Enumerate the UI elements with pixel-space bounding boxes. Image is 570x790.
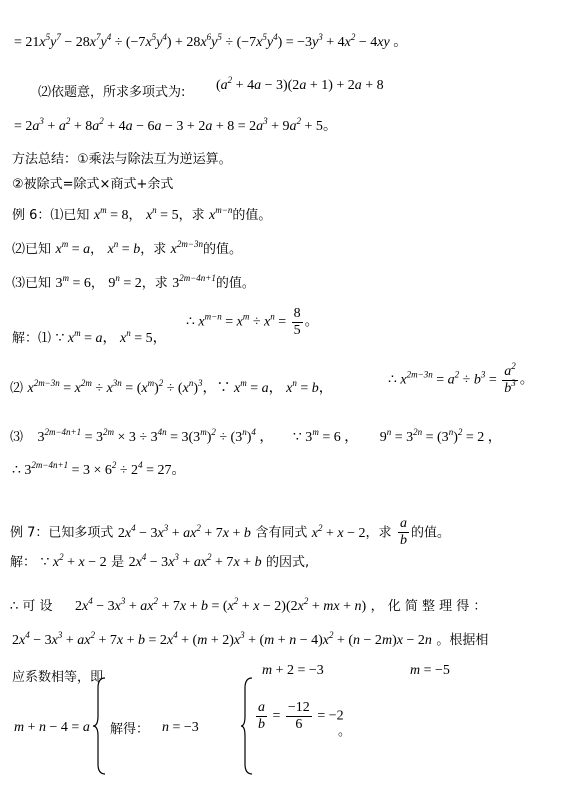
eq-n-result: n = −3 <box>162 720 199 735</box>
example-7-line: 例 7：已知多项式 $2x^4 - 3x^3 + ax^2 + 7x + b$ 含有同式 $x^2 + x - 2$，求 $\frac{a}{b}$ 的值。 <box>10 516 451 548</box>
eq-m-plus-2: m + 2 = −3 <box>262 663 324 678</box>
solution-6-line-3: ⑶ $3^{2m-4n+1} = 3^{2m} \times 3 \div 3^{4n} = 3(3^m)^2 \div (3^n)^4$ ， ∵ 3$^m$ = 6 ， $9^n = 3^{2n} = (3^n)^2 = 2$ ， <box>10 427 502 445</box>
equation-line-1: = $21x^5y^7 - 28x^7y^4 \div (-7x^5y^4) + 28x^6y^5 \div (-7x^5y^4) = -3y^3 + 4x^2 - 4xy$ 。 <box>14 32 408 50</box>
method-summary-1: 方法总结：①乘法与除法互为逆运算。 <box>12 152 232 167</box>
solution-7-line-1: 解： ∵ $x^2 + x - 2$ 是 $2x^4 - 3x^3 + ax^2 + 7x + b$ 的因式, <box>10 552 310 570</box>
equation-line-2: $(a^2 + 4a - 3)(2a + 1) + 2a + 8$ <box>216 75 384 93</box>
eq-a-over-b: $\frac{a}{b}$ = $\frac{-12}{6}$ = −2 <box>258 700 344 732</box>
method-summary-2: ②被除式=除式×商式+余式 <box>12 177 174 192</box>
text-line-2: ⑵依题意，所求多项式为: <box>38 85 186 100</box>
solution-6-line-3-result: ∴ $3^{2m-4n+1} = 3 \times 6^2 \div 2^4 = 27$。 <box>12 460 186 478</box>
equation-line-3: = $2a^3 + a^2 + 8a^2 + 4a - 6a - 3 + 2a + 8 = 2a^3 + 9a^2 + 5$。 <box>14 116 337 134</box>
solution-6-line-2: ⑵ $x^{2m-3n} = x^{2m} \div x^{3n} = (x^m)^2 \div (x^n)^3$，∵ $x^m = a$， $x^n = b$， <box>10 378 333 396</box>
end-period: 。 <box>338 724 352 739</box>
example-6-line-1: 例 6：⑴已知 $x^m = 8$， $x^n = 5$，求 $x^{m-n}$的值。 <box>12 205 272 223</box>
example-6-line-2: ⑵已知 $x^m = a$， $x^n = b$，求 $x^{2m-3n}$的值。 <box>12 239 242 257</box>
solution-6-line-2-result: ∴ $x^{2m-3n} = a^2 \div b^3$ = $\frac{a^2}{b^3}$ 。 <box>388 361 534 396</box>
solution-7-line-3: $2x^4 - 3x^3 + ax^2 + 7x + b = 2x^4 + (m + 2)x^3 + (m + n - 4)x^2 + (n - 2m)x - 2n$ 。根据相 <box>12 630 489 648</box>
ex6-label: 例 6：⑴已知 <box>12 208 90 223</box>
left-brace-icon <box>92 676 108 776</box>
solution-6-line-1-result: ∴ $x^{m-n} = x^m \div x^n$ = $\frac{8}{5}$ 。 <box>186 306 319 338</box>
solution-7-line-2: ∴ 可 设 $2x^4 - 3x^3 + ax^2 + 7x + b = (x^2 + x - 2)(2x^2$ + mx + n) ， 化 简 整 理 得 ： <box>10 596 487 614</box>
right-brace-icon <box>240 676 254 776</box>
solution-7-line-4: 应系数相等，即 <box>12 670 104 685</box>
example-6-line-3: ⑶已知 3$^m$ = 6， 9$^n$ = 2，求 $3^{2m-4n+1}$的值。 <box>12 273 255 291</box>
solve-label: 解得： <box>110 722 150 737</box>
eq-m-result: m = −5 <box>410 663 450 678</box>
solution-6-line-1: 解：⑴ ∵ $x^m = a$， $x^n = 5$， <box>12 328 167 346</box>
eq-m-n-a: m + n − 4 = a <box>14 720 90 735</box>
